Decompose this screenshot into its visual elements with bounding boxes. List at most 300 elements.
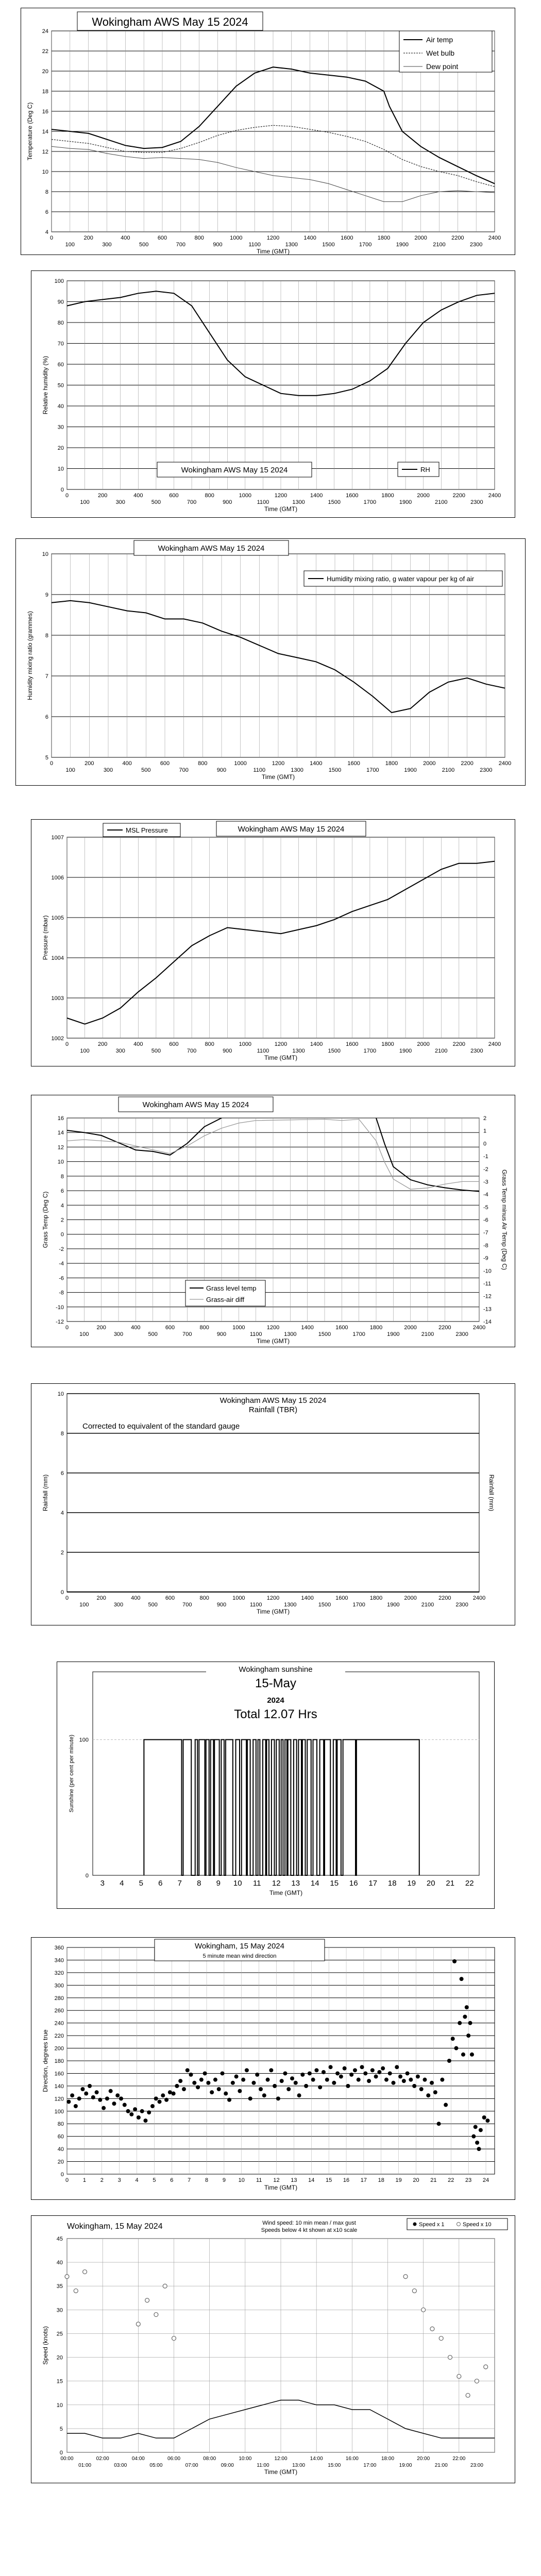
x-tick-label: 13:00: [292, 2463, 306, 2468]
x-tick-label: 800: [194, 235, 204, 241]
x-tick-label: 13: [291, 1879, 300, 1888]
x-tick-label: 0: [65, 493, 69, 499]
x-tick-label: 1200: [272, 760, 285, 767]
direction-point: [318, 2085, 322, 2089]
x-tick-label: 1200: [274, 1041, 288, 1047]
direction-point: [294, 2081, 298, 2085]
y-tick-label: 1007: [51, 835, 64, 841]
x-tick-label: 100: [79, 1602, 89, 1608]
x-tick-label: 1200: [266, 1595, 280, 1601]
x-tick-label: 1900: [387, 1331, 400, 1337]
wind-speed-chart: [31, 2215, 515, 2483]
direction-point: [206, 2081, 210, 2085]
x-tick-label: 07:00: [185, 2463, 198, 2468]
direction-point: [172, 2092, 176, 2096]
direction-point: [353, 2068, 357, 2072]
x-tick-label: 8: [197, 1879, 201, 1888]
x-tick-label: 16:00: [345, 2456, 359, 2462]
x-tick-label: 100: [65, 242, 75, 248]
x-tick-label: 21: [430, 2177, 437, 2183]
y2-tick-label: -13: [483, 1306, 492, 1313]
x-axis-label: Time (GMT): [264, 2468, 298, 2476]
direction-point: [88, 2084, 92, 2088]
x-tick-label: 300: [102, 242, 112, 248]
speed-x10-point: [412, 2289, 416, 2293]
direction-point: [308, 2071, 312, 2075]
y-tick-label: 12: [57, 1144, 64, 1151]
direction-point: [377, 2070, 381, 2074]
x-tick-label: 2400: [472, 1325, 486, 1331]
direction-point: [105, 2096, 109, 2100]
x-tick-label: 2100: [435, 1048, 448, 1054]
y-tick-label: 16: [42, 109, 48, 115]
direction-point: [477, 2147, 481, 2151]
speed-x10-point: [457, 2374, 461, 2378]
y-tick-label: 50: [57, 382, 64, 389]
direction-point: [461, 2053, 465, 2057]
direction-point: [283, 2071, 287, 2075]
x-tick-label: 1900: [404, 767, 417, 773]
x-tick-label: 16: [349, 1879, 358, 1888]
x-tick-label: 700: [182, 1602, 192, 1608]
x-tick-label: 600: [165, 1325, 175, 1331]
y-tick-label: 20: [57, 2159, 64, 2165]
x-tick-label: 1900: [399, 1048, 412, 1054]
x-tick-label: 300: [115, 499, 125, 505]
y-tick-label: -6: [59, 1275, 64, 1282]
wind-speed-chart-panel: [31, 2215, 515, 2483]
x-tick-label: 1500: [318, 1331, 331, 1337]
mixing-ratio-chart-panel: [15, 538, 526, 786]
direction-point: [126, 2109, 130, 2113]
x-tick-label: 17: [360, 2177, 367, 2183]
x-tick-label: 1800: [369, 1325, 383, 1331]
y-tick-label: 24: [42, 28, 48, 35]
legend-swatch: [413, 2223, 417, 2226]
x-tick-label: 8: [205, 2177, 209, 2183]
y-tick-label: 1003: [51, 995, 64, 1002]
y-tick-label: 1005: [51, 915, 64, 921]
chart-title: Wokingham AWS May 15 2024: [181, 466, 288, 474]
y-tick-label: 6: [45, 714, 48, 720]
speed-x10-point: [439, 2336, 443, 2341]
x-tick-label: 200: [96, 1325, 106, 1331]
mixing-ratio-chart: [15, 538, 526, 786]
y-axis-label: Direction, degrees true: [42, 2029, 49, 2092]
y2-tick-label: -2: [483, 1166, 488, 1173]
y-tick-label: 12: [42, 149, 48, 155]
grass-temp-chart: [31, 1095, 515, 1347]
x-tick-label: 14: [308, 2177, 315, 2183]
x-tick-label: 900: [216, 767, 227, 773]
x-tick-label: 11: [256, 2177, 262, 2183]
y-tick-label: 40: [57, 403, 64, 410]
sunshine-chart-panel: [57, 1662, 495, 1909]
x-tick-label: 2000: [404, 1595, 417, 1601]
x-tick-label: 1700: [359, 242, 372, 248]
x-tick-label: 400: [133, 493, 143, 499]
x-tick-label: 900: [223, 499, 232, 505]
chart-subtitle-2: Speeds below 4 kt shown at x10 scale: [261, 2227, 358, 2233]
chart-title: Wokingham AWS May 15 2024: [142, 1100, 249, 1109]
sunshine-chart: [57, 1662, 495, 1909]
direction-point: [440, 2078, 444, 2082]
x-tick-label: 2400: [488, 235, 501, 241]
legend-label: Dew point: [426, 62, 459, 71]
y2-tick-label: -8: [483, 1242, 488, 1249]
pressure-chart: [31, 819, 515, 1066]
x-axis-label: Time (GMT): [261, 773, 295, 781]
legend-label: Wet bulb: [426, 49, 454, 57]
direction-point: [112, 2102, 116, 2106]
y-tick-label: 14: [57, 1130, 64, 1137]
y2-tick-label: -12: [483, 1293, 492, 1300]
direction-point: [129, 2112, 133, 2116]
direction-point: [98, 2098, 102, 2102]
legend-label: Grass-air diff: [206, 1296, 245, 1303]
x-tick-label: 1200: [266, 235, 280, 241]
x-tick-label: 11:00: [257, 2463, 269, 2468]
x-tick-label: 3: [117, 2177, 121, 2183]
speed-x10-point: [475, 2379, 479, 2383]
y-tick-label: 140: [54, 2083, 64, 2090]
direction-point: [182, 2087, 186, 2091]
x-tick-label: 500: [148, 1331, 158, 1337]
x-tick-label: 800: [205, 493, 214, 499]
y-tick-label: 360: [54, 1945, 64, 1951]
x-tick-label: 1500: [322, 242, 335, 248]
direction-point: [416, 2075, 420, 2079]
direction-point: [405, 2071, 410, 2075]
y-tick-label: -12: [56, 1319, 64, 1325]
y-tick-label: 7: [45, 673, 48, 680]
direction-point: [255, 2073, 259, 2077]
y-tick-label: 4: [60, 1510, 64, 1516]
direction-point: [388, 2071, 392, 2075]
x-tick-label: 2400: [488, 1041, 501, 1047]
x-tick-label: 0: [65, 1325, 69, 1331]
direction-point: [402, 2079, 406, 2083]
direction-point: [276, 2096, 280, 2100]
direction-point: [178, 2079, 182, 2083]
x-axis-label: Time (GMT): [256, 1337, 290, 1345]
x-tick-label: 24: [482, 2177, 489, 2183]
y-tick-label: 4: [45, 229, 48, 235]
direction-point: [325, 2078, 329, 2082]
y2-tick-label: 1: [483, 1128, 487, 1134]
direction-point: [314, 2068, 318, 2072]
direction-point: [248, 2096, 252, 2100]
y-tick-label: 180: [54, 2058, 64, 2064]
y2-axis-label: Rainfall (mm): [488, 1474, 495, 1512]
x-tick-label: 12:00: [274, 2456, 288, 2462]
speed-x10-point: [83, 2270, 87, 2274]
y-tick-label: 1004: [51, 955, 64, 961]
x-tick-label: 1600: [347, 760, 360, 767]
x-tick-label: 200: [84, 760, 94, 767]
x-tick-label: 900: [216, 1331, 227, 1337]
x-tick-label: 100: [80, 1048, 90, 1054]
speed-x10-point: [136, 2322, 140, 2326]
rainfall-chart-panel: [31, 1383, 515, 1625]
y-tick-label: 5: [59, 2426, 63, 2432]
y-tick-label: 0: [60, 1231, 64, 1238]
direction-point: [466, 2033, 470, 2038]
direction-point: [91, 2095, 95, 2099]
y-tick-label: 1002: [51, 1036, 64, 1042]
y-tick-label: 40: [56, 2260, 63, 2266]
direction-point: [158, 2099, 162, 2104]
chart-subtitle-1: Wind speed: 10 min mean / max gust: [262, 2220, 356, 2226]
legend-swatch: [457, 2223, 461, 2226]
x-tick-label: 400: [121, 235, 130, 241]
y-tick-label: 45: [56, 2236, 63, 2242]
x-tick-label: 2000: [417, 1041, 430, 1047]
y-tick-label: -8: [59, 1290, 64, 1296]
wind-direction-chart-panel: [31, 1937, 515, 2200]
legend-label: MSL Pressure: [126, 826, 168, 834]
direction-point: [332, 2081, 336, 2085]
date-line: 15-May: [255, 1676, 297, 1690]
chart-title: Wokingham AWS May 15 2024: [92, 15, 248, 28]
x-tick-label: 7: [188, 2177, 191, 2183]
y-tick-label: 40: [57, 2146, 64, 2153]
x-tick-label: 1800: [385, 760, 398, 767]
direction-point: [398, 2075, 402, 2079]
x-tick-label: 10:00: [239, 2456, 252, 2462]
x-tick-label: 100: [65, 767, 75, 773]
direction-point: [95, 2090, 99, 2094]
direction-point: [474, 2125, 478, 2129]
x-tick-label: 2100: [433, 242, 446, 248]
direction-point: [349, 2073, 353, 2077]
x-tick-label: 1400: [310, 1041, 323, 1047]
x-tick-label: 200: [96, 1595, 106, 1601]
x-tick-label: 1900: [399, 499, 412, 505]
direction-point: [196, 2085, 200, 2089]
x-tick-label: 1500: [318, 1602, 331, 1608]
x-tick-label: 0: [49, 235, 54, 241]
y-tick-label: 60: [57, 362, 64, 368]
direction-point: [460, 1977, 464, 1981]
direction-point: [164, 2098, 168, 2102]
y-tick-label: 10: [56, 2402, 63, 2409]
direction-point: [161, 2093, 165, 2097]
temperature-chart: [21, 8, 515, 255]
y-axis-label: Humidity mixing ratio (grammes): [26, 611, 33, 700]
x-tick-label: 2200: [452, 493, 466, 499]
y-tick-label: 320: [54, 1970, 64, 1976]
x-tick-label: 1300: [292, 499, 305, 505]
direction-point: [147, 2110, 151, 2114]
y-tick-label: 0: [60, 1589, 64, 1596]
direction-point: [468, 2021, 472, 2025]
x-tick-label: 1300: [285, 242, 298, 248]
x-tick-label: 1200: [266, 1325, 280, 1331]
direction-point: [357, 2078, 361, 2082]
x-tick-label: 500: [151, 499, 161, 505]
x-tick-label: 1400: [310, 760, 323, 767]
y-tick-label: 80: [57, 320, 64, 326]
x-tick-label: 800: [205, 1041, 214, 1047]
x-tick-label: 19: [395, 2177, 402, 2183]
speed-x10-point: [74, 2289, 78, 2293]
x-tick-label: 1200: [274, 493, 288, 499]
x-tick-label: 2000: [417, 493, 430, 499]
chart-title: Wokingham AWS May 15 2024: [219, 1396, 327, 1405]
x-tick-label: 2300: [455, 1602, 468, 1608]
y-tick-label: 30: [56, 2307, 63, 2314]
x-tick-label: 1800: [381, 1041, 394, 1047]
y-tick-label: 340: [54, 1957, 64, 1964]
speed-x10-point: [403, 2275, 408, 2279]
y-tick-label: 4: [60, 1202, 64, 1209]
y-tick-label: 9: [45, 592, 48, 598]
direction-point: [70, 2093, 74, 2097]
direction-point: [273, 2084, 277, 2088]
x-tick-label: 2300: [480, 767, 493, 773]
rainfall-chart: [31, 1383, 515, 1625]
x-tick-label: 06:00: [167, 2456, 181, 2462]
direction-point: [143, 2119, 147, 2123]
x-tick-label: 22: [448, 2177, 454, 2183]
x-tick-label: 500: [148, 1602, 158, 1608]
direction-point: [262, 2093, 266, 2097]
direction-point: [465, 2005, 469, 2009]
direction-point: [384, 2078, 388, 2082]
direction-point: [192, 2081, 196, 2085]
x-tick-label: 1800: [381, 493, 394, 499]
x-tick-label: 700: [176, 242, 186, 248]
chart-title: Wokingham, 15 May 2024: [195, 1942, 284, 1951]
x-tick-label: 700: [187, 1048, 197, 1054]
direction-point: [84, 2092, 88, 2096]
x-tick-label: 1800: [369, 1595, 383, 1601]
x-tick-label: 23: [465, 2177, 472, 2183]
y-tick-label: 100: [79, 1737, 89, 1743]
y-tick-label: 280: [54, 1995, 64, 2002]
y-tick-label: 5: [45, 755, 48, 761]
x-tick-label: 400: [122, 760, 132, 767]
direction-point: [137, 2115, 141, 2120]
x-tick-label: 20:00: [417, 2456, 430, 2462]
x-tick-label: 1600: [335, 1325, 348, 1331]
direction-point: [259, 2087, 263, 2091]
direction-point: [485, 2119, 489, 2123]
y-tick-label: 14: [42, 129, 48, 135]
direction-point: [311, 2078, 315, 2082]
x-tick-label: 10: [238, 2177, 245, 2183]
x-tick-label: 700: [187, 499, 197, 505]
x-tick-label: 1000: [232, 1595, 245, 1601]
x-tick-label: 2100: [421, 1602, 434, 1608]
x-tick-label: 2200: [438, 1595, 451, 1601]
y-tick-label: 100: [54, 2108, 64, 2115]
x-axis-label: Time (GMT): [264, 505, 298, 513]
x-tick-label: 6: [170, 2177, 174, 2183]
direction-point: [451, 2037, 455, 2041]
y-tick-label: 10: [57, 1159, 64, 1165]
x-tick-label: 5: [139, 1879, 143, 1888]
direction-point: [422, 2078, 427, 2082]
x-tick-label: 1800: [377, 235, 391, 241]
x-tick-label: 9: [216, 1879, 221, 1888]
y-tick-label: 0: [60, 2172, 64, 2178]
y-tick-label: 0: [60, 487, 64, 493]
x-tick-label: 1700: [352, 1331, 365, 1337]
x-tick-label: 13: [291, 2177, 297, 2183]
y-tick-label: 10: [57, 1391, 64, 1397]
direction-point: [300, 2073, 305, 2077]
direction-point: [346, 2084, 350, 2088]
y-tick-label: 6: [60, 1188, 64, 1195]
y-tick-label: -10: [56, 1304, 64, 1311]
x-tick-label: 2200: [438, 1325, 451, 1331]
x-tick-label: 00:00: [60, 2456, 74, 2462]
x-tick-label: 800: [198, 760, 208, 767]
legend-label: RH: [420, 466, 430, 473]
x-tick-label: 1100: [253, 767, 266, 773]
x-tick-label: 1400: [310, 493, 323, 499]
direction-point: [471, 2134, 476, 2139]
x-tick-label: 2300: [469, 242, 483, 248]
legend-label: Grass level temp: [206, 1284, 257, 1292]
direction-point: [66, 2099, 71, 2104]
x-tick-label: 2000: [414, 235, 427, 241]
y-tick-label: 25: [56, 2331, 63, 2337]
speed-x10-point: [448, 2355, 452, 2360]
legend-label: Speed x 1: [419, 2222, 445, 2228]
y-tick-label: 8: [45, 189, 48, 195]
x-tick-label: 1400: [303, 235, 316, 241]
x-tick-label: 3: [100, 1879, 105, 1888]
y-tick-label: 100: [54, 278, 64, 284]
x-tick-label: 04:00: [131, 2456, 145, 2462]
direction-point: [463, 2014, 467, 2019]
direction-point: [175, 2084, 179, 2088]
x-tick-label: 300: [115, 1048, 125, 1054]
direction-point: [458, 2021, 462, 2025]
x-tick-label: 800: [199, 1325, 209, 1331]
y-tick-label: 10: [57, 466, 64, 472]
direction-point: [150, 2104, 155, 2108]
x-tick-label: 1100: [257, 499, 269, 505]
x-tick-label: 6: [158, 1879, 163, 1888]
x-tick-label: 900: [223, 1048, 232, 1054]
y-tick-label: 6: [45, 209, 48, 215]
x-tick-label: 14:00: [310, 2456, 323, 2462]
direction-point: [133, 2107, 137, 2111]
direction-point: [115, 2093, 120, 2097]
y-axis-label: Temperature (Deg C): [26, 102, 33, 161]
legend-label: Humidity mixing ratio, g water vapour per kg of air: [327, 575, 475, 583]
y2-tick-label: -9: [483, 1255, 488, 1262]
x-tick-label: 4: [120, 1879, 124, 1888]
y-tick-label: 8: [60, 1431, 64, 1437]
x-tick-label: 1000: [239, 1041, 252, 1047]
direction-point: [251, 2081, 256, 2085]
x-tick-label: 600: [165, 1595, 175, 1601]
x-tick-label: 22: [465, 1879, 474, 1888]
wind-direction-chart: [31, 1937, 515, 2200]
x-tick-label: 1500: [328, 767, 342, 773]
x-tick-label: 02:00: [96, 2456, 109, 2462]
y-tick-label: 260: [54, 2008, 64, 2014]
x-tick-label: 1300: [284, 1331, 297, 1337]
x-tick-label: 1100: [257, 1048, 269, 1054]
x-tick-label: 1700: [366, 767, 379, 773]
x-tick-label: 2000: [404, 1325, 417, 1331]
